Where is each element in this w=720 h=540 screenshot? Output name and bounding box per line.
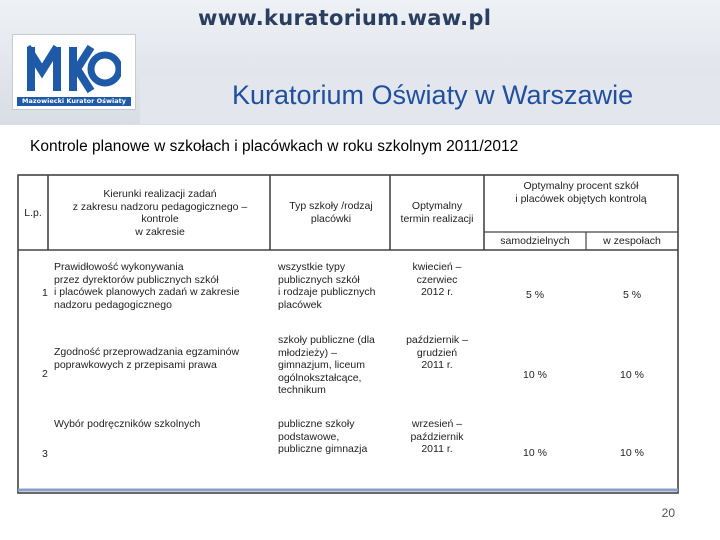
table-row-2-direction: Zgodność przeprowadzania egzaminów poprawkowych z przepisami prawa bbox=[54, 346, 240, 371]
table-row-1-independent: 5 % bbox=[525, 289, 545, 301]
header-school-type: Typ szkoły /rodzaj placówki bbox=[289, 200, 373, 225]
table-row-1-type: wszystkie typy publicznych szkół i rodzaje publicznych placówek bbox=[278, 261, 376, 311]
header-lp: L.p. bbox=[24, 207, 42, 219]
table-row-1-groups: 5 % bbox=[622, 289, 642, 301]
table-row-3-lp: 3 bbox=[42, 448, 48, 460]
table-row-3-direction: Wybór podręczników szkolnych bbox=[54, 418, 201, 430]
table-row-3-type: publiczne szkoły podstawowe, publiczne gimnazja bbox=[278, 418, 368, 455]
table-row-3-groups: 10 % bbox=[620, 447, 644, 459]
table-row-2-independent: 10 % bbox=[523, 369, 547, 381]
site-url[interactable]: www.kuratorium.waw.pl bbox=[198, 6, 492, 30]
page-number: 20 bbox=[661, 506, 675, 520]
table-row-2-term: październik – grudzień 2011 r. bbox=[406, 334, 468, 371]
page-title: Kontrole planowe w szkołach i placówkach w roku szkolnym 2011/2012 bbox=[30, 138, 519, 155]
table-row-1-lp: 1 bbox=[42, 287, 48, 299]
table-row-2-lp: 2 bbox=[42, 368, 48, 380]
logo-caption: Mazowiecki Kurator Oświaty bbox=[17, 97, 131, 106]
header-groups: w zespołach bbox=[603, 235, 661, 247]
table-row-2-type: szkoły publiczne (dla młodzieży) – gimnazjum, liceum ogólnokształcące, technikum bbox=[278, 334, 375, 396]
institution-title: Kuratorium Oświaty w Warszawie bbox=[232, 80, 634, 110]
table-row-1-direction: Prawidłowość wykonywania przez dyrektorów publicznych szkół i placówek planowych zadań w zakresie nadzoru pedagogicznego bbox=[54, 261, 240, 311]
header-direction: Kierunki realizacji zadań z zakresu nadzoru pedagogicznego – kontrole w zakresie bbox=[72, 188, 248, 238]
header-independent: samodzielnych bbox=[500, 235, 570, 247]
header-percent: Optymalny procent szkół i placówek objętych kontrolą bbox=[515, 180, 647, 205]
table-row-3-independent: 10 % bbox=[523, 447, 547, 459]
table-row-3-term: wrzesień – październik 2011 r. bbox=[410, 418, 464, 455]
header-term: Optymalny termin realizacji bbox=[400, 200, 474, 225]
table-row-2-groups: 10 % bbox=[620, 369, 644, 381]
table-row-1-term: kwiecień – czerwiec 2012 r. bbox=[412, 261, 462, 298]
